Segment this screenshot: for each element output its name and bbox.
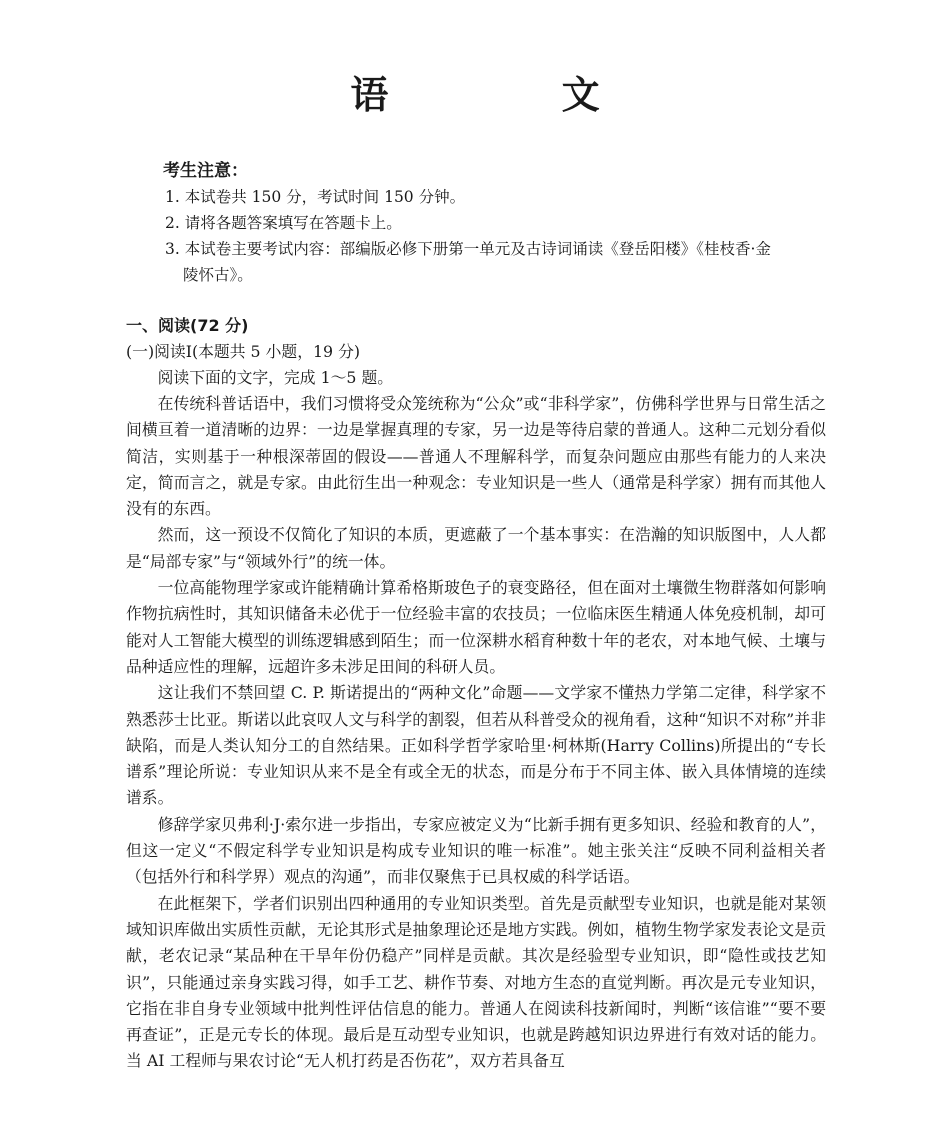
passage-paragraph: 然而，这一预设不仅简化了知识的本质，更遮蔽了一个基本事实：在浩瀚的知识版图中，人人都是“局部专家”与“领域外行”的统一体。 <box>126 525 826 571</box>
candidate-notice <box>163 158 843 288</box>
passage-paragraph: 在传统科普话语中，我们习惯将受众笼统称为“公众”或“非科学家”，仿佛科学世界与日常生活之间横亘着一道清晰的边界：一边是掌握真理的专家，另一边是等待启蒙的普通人。这种二元划分看似简洁，实则基于一种根深蒂固的假设——普通人不理解科学，而复杂问题应由那些有能力的人来决定，简而言之，就是专家。由此衍生出一种观念：专业知识是一些人（通常是科学家）拥有而其他人没有的东西。 <box>126 394 826 519</box>
reading-section <box>126 313 826 1075</box>
notice-item-continuation: 陵怀古》。 <box>183 266 253 284</box>
passage-paragraph: 一位高能物理学家或许能精确计算希格斯玻色子的衰变路径，但在面对土壤微生物群落如何影响作物抗病性时，其知识储备未必优于一位经验丰富的农技员；一位临床医生精通人体免疫机制，却可能对人工智能大模型的训练逻辑感到陌生；而一位深耕水稻育种数十年的老农，对本地气候、土壤与品种适应性的理解，远超许多未涉足田间的科研人员。 <box>126 578 826 676</box>
notice-item: 2. 请将各题答案填写在答题卡上。 <box>165 214 402 232</box>
notice-item: 1. 本试卷共 150 分，考试时间 150 分钟。 <box>165 188 466 206</box>
subsection-heading: (一)阅读Ⅰ(本题共 5 小题，19 分) <box>126 342 361 361</box>
passage-paragraph: 在此框架下，学者们识别出四种通用的专业知识类型。首先是贡献型专业知识，也就是能对某领域知识库做出实质性贡献，无论其形式是抽象理论还是地方实践。例如，植物生物学家发表论文是贡献，老农记录“某品种在干旱年份仍稳产”同样是贡献。其次是经验型专业知识，即“隐性或技艺知识”，只能通过亲身实践习得，如手工艺、耕作节奏、对地方生态的直觉判断。再次是元专业知识，它指在非自身专业领域中批判性评估信息的能力。普通人在阅读科技新闻时，判断“该信谁”“要不要再查证”，正是元专长的体现。最后是互动型专业知识，也就是跨越知识边界进行有效对话的能力。当 AI 工程师与果农讨论“无人机打药是否伤花”，双方若具备互 <box>126 893 826 1071</box>
notice-item <box>163 236 843 288</box>
notice-item-text: 3. 本试卷主要考试内容：部编版必修下册第一单元及古诗词诵读《登岳阳楼》《桂枝香·金 <box>165 240 771 258</box>
reading-instruction: 阅读下面的文字，完成 1～5 题。 <box>157 368 394 387</box>
passage-paragraph: 修辞学家贝弗利·J·索尔进一步指出，专家应被定义为“比新手拥有更多知识、经验和教育的人”，但这一定义“不假定科学专业知识是构成专业知识的唯一标准”。她主张关注“反映不同利益相关者（包括外行和科学界）观点的沟通”，而非仅聚焦于已具权威的科学话语。 <box>126 814 826 887</box>
page-title: 语 文 <box>350 73 680 117</box>
passage-paragraph: 这让我们不禁回望 C. P. 斯诺提出的“两种文化”命题——文学家不懂热力学第二定律，科学家不熟悉莎士比亚。斯诺以此哀叹人文与科学的割裂，但若从科普受众的视角看，这种“知识不对称”并非缺陷，而是人类认知分工的自然结果。正如科学哲学家哈里·柯林斯(Harry Collins)所提出的“专长谱系”理论所说：专业知识从来不是全有或全无的状态，而是分布于不同主体、嵌入具体情境的连续谱系。 <box>126 683 826 808</box>
notice-heading: 考生注意： <box>163 161 248 181</box>
section-heading: 一、阅读(72 分) <box>126 316 249 335</box>
